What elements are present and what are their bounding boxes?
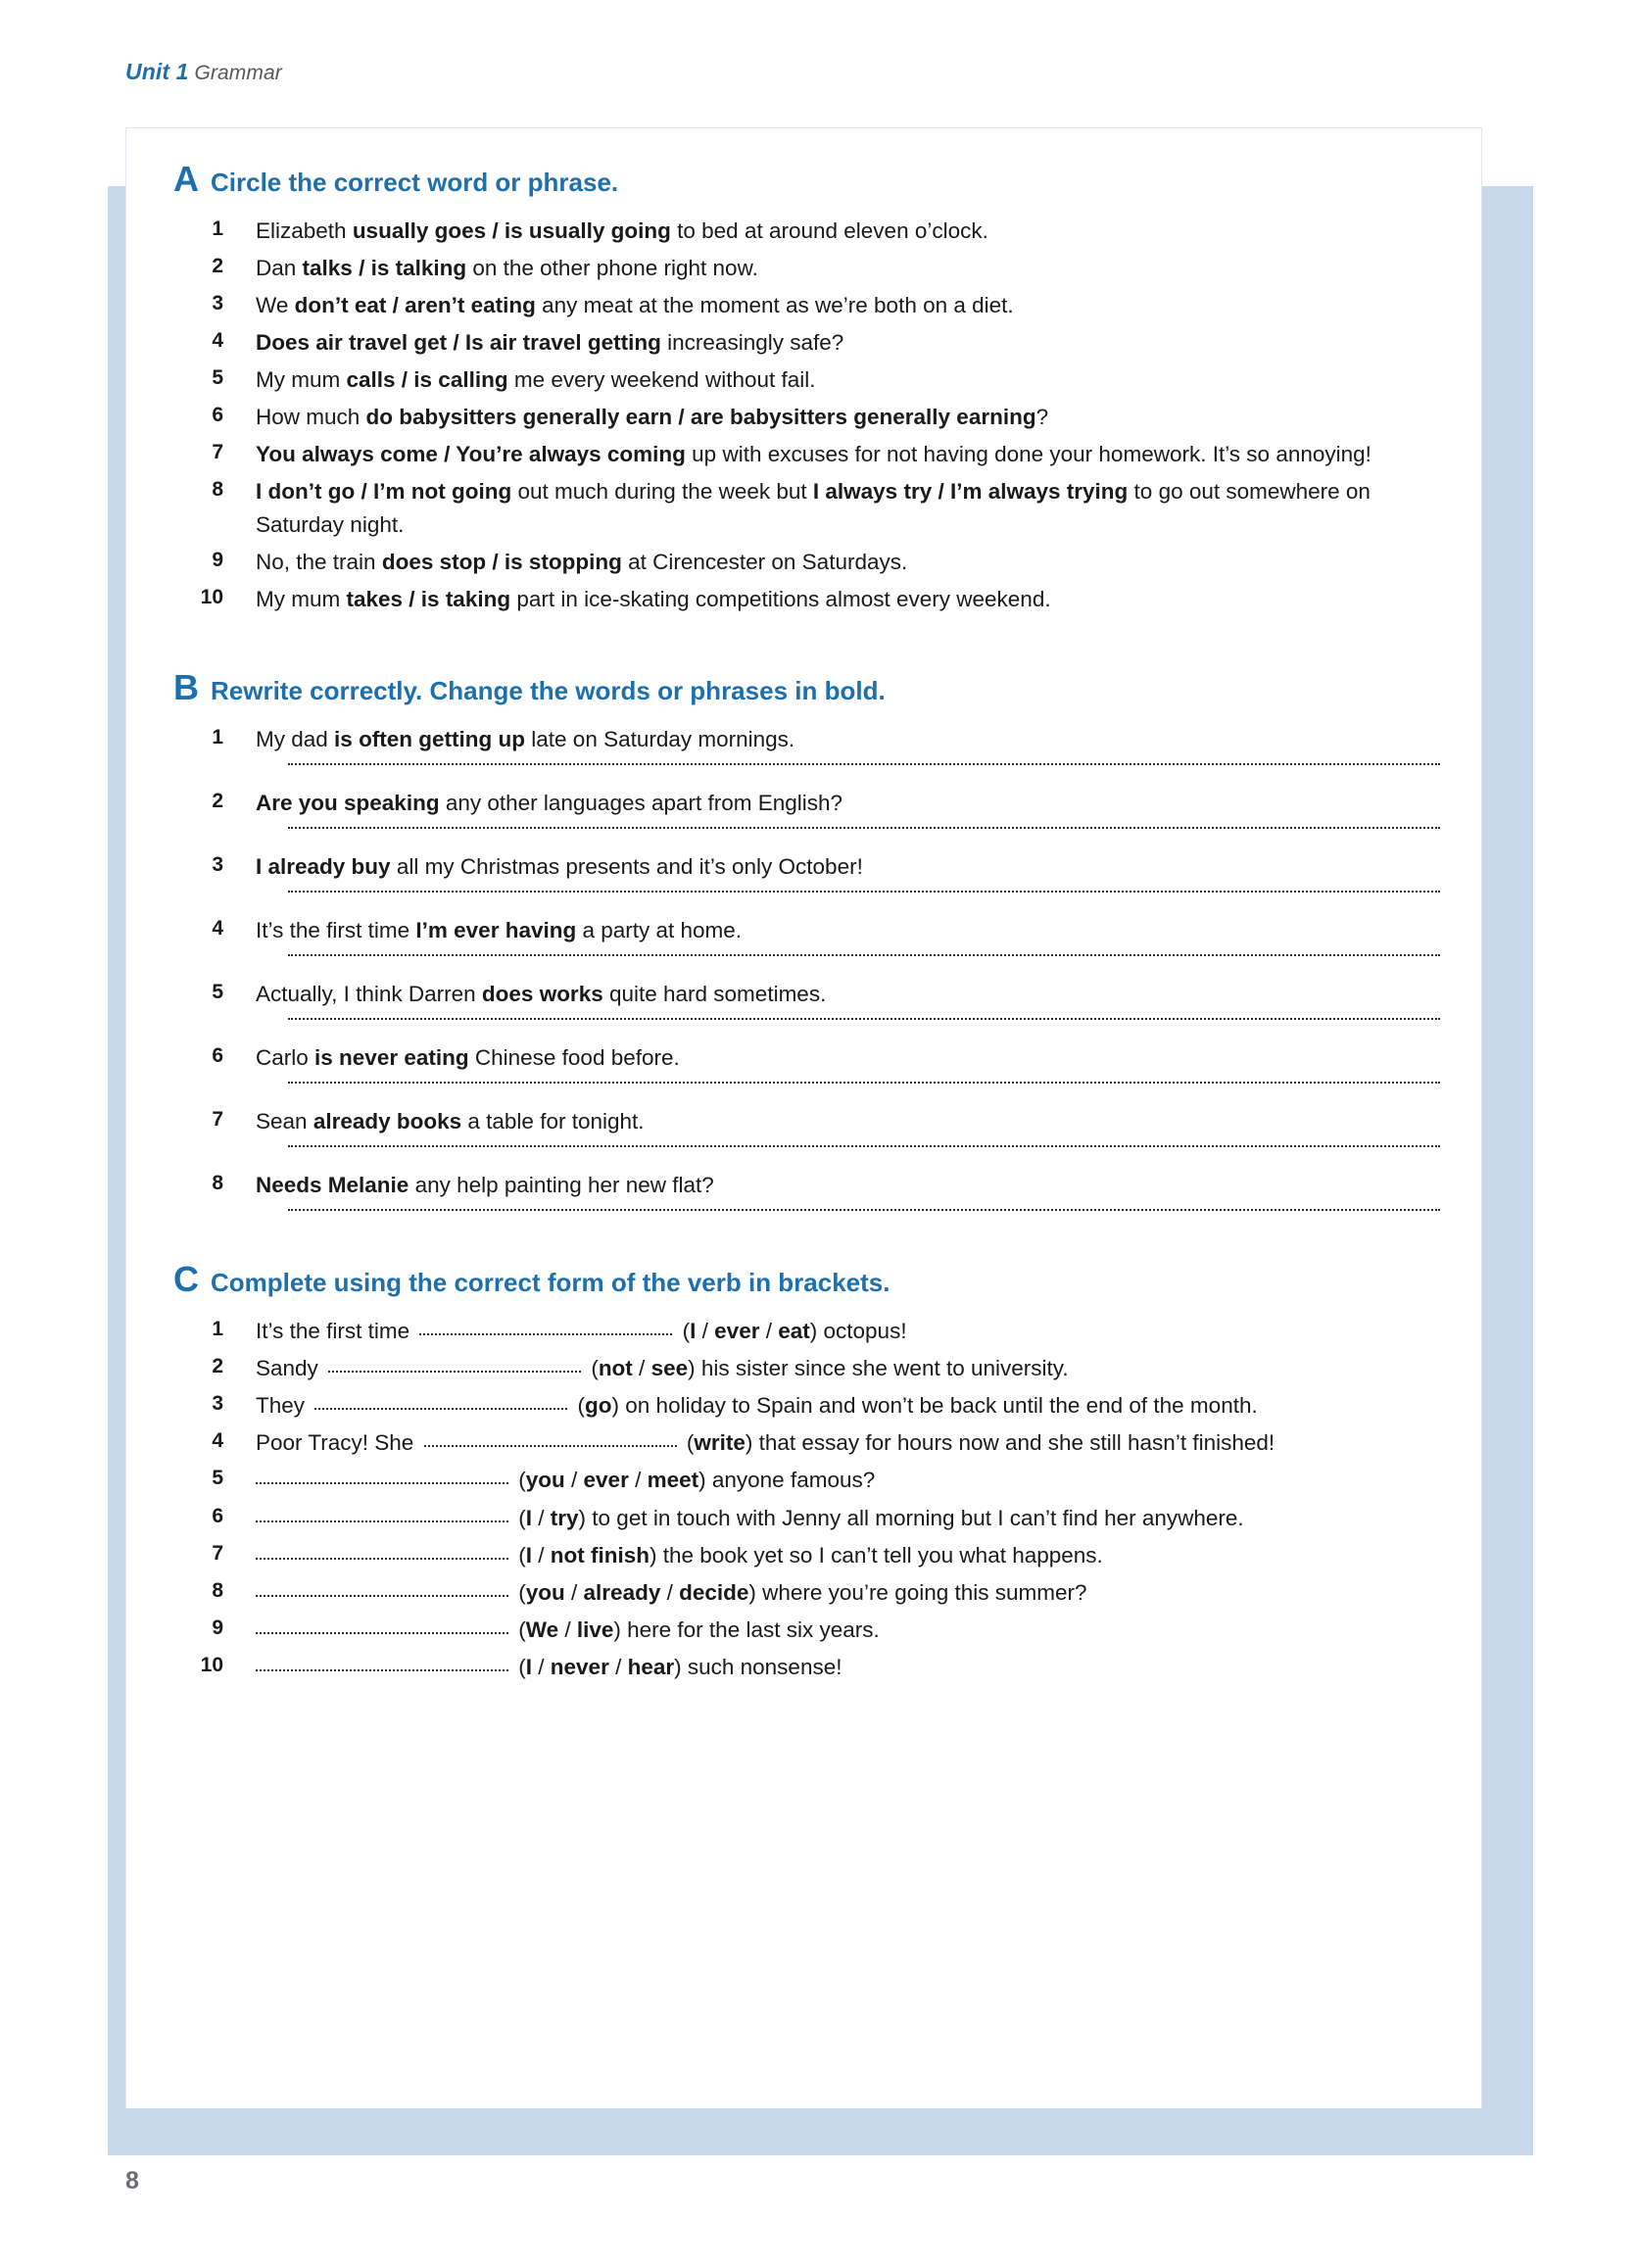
item-text: (you / already / decide) where you’re going this summer? [256,1576,1440,1609]
item-number: 4 [212,329,223,353]
section-label: Grammar [194,62,282,84]
exercise-b-items [173,723,1440,1212]
item-number: 2 [212,1355,223,1378]
exercise-item [173,978,1440,1010]
item-text: My dad is often getting up late on Saturday mornings. [256,726,795,751]
answer-line[interactable] [288,891,1440,893]
item-text: (We / live) here for the last six years. [256,1614,1440,1646]
item-number: 6 [212,1504,223,1527]
exercise-letter: A [173,159,199,199]
exercise-b [173,666,1440,1212]
item-text: Needs Melanie any help painting her new flat? [256,1173,714,1198]
exercise-item [173,252,1440,284]
exercise-item [173,1426,1440,1459]
exercise-a [173,159,1440,615]
exercise-a-items [173,215,1440,615]
answer-line[interactable] [288,827,1440,829]
item-text: (I / never / hear) such nonsense! [256,1651,1440,1683]
item-number: 7 [212,1541,223,1565]
exercise-item [173,1576,1440,1609]
exercise-title: Rewrite correctly. Change the words or phrases in bold. [211,675,886,705]
exercise-item [173,1651,1440,1683]
exercises-container [173,159,1440,1688]
item-number: 6 [212,404,223,427]
item-number: 1 [212,1318,223,1341]
exercise-item [173,401,1440,433]
item-text: Elizabeth usually goes / is usually going to bed at around eleven o’clock. [256,218,988,243]
item-text: I don’t go / I’m not going out much during the week but I always try / I’m always trying to go out somewhere on Saturday night. [256,479,1371,537]
item-text: We don’t eat / aren’t eating any meat at the moment as we’re both on a diet. [256,293,1014,318]
unit-label: Unit 1 [125,59,189,84]
item-number: 7 [212,1108,223,1132]
item-text: It’s the first time I’m ever having a party at home. [256,917,743,942]
exercise-letter: B [173,666,199,707]
exercise-c-items [173,1315,1440,1683]
exercise-item [173,1169,1440,1201]
item-number: 3 [212,292,223,315]
item-number: 5 [212,1467,223,1490]
answer-line[interactable] [288,1145,1440,1147]
item-text: My mum takes / is taking part in ice-skating competitions almost every weekend. [256,586,1051,611]
item-number: 4 [212,916,223,940]
exercise-item [173,289,1440,321]
item-number: 2 [212,255,223,278]
item-number: 1 [212,725,223,748]
item-number: 9 [212,548,223,571]
item-number: 8 [212,1172,223,1195]
exercise-item [173,1315,1440,1347]
exercise-item [173,850,1440,883]
exercise-item [173,326,1440,359]
exercise-item [173,1389,1440,1422]
item-number: 5 [212,366,223,390]
exercise-item [173,475,1440,540]
item-text: Poor Tracy! She (write) that essay for hours now and she still hasn’t finished! [256,1430,1275,1456]
item-number: 4 [212,1429,223,1453]
exercise-item [173,363,1440,396]
exercise-item [173,1539,1440,1571]
item-text: Are you speaking any other languages apart from English? [256,790,843,815]
exercise-c-heading [173,1259,1440,1300]
item-text: (you / ever / meet) anyone famous? [256,1464,1440,1496]
item-number: 5 [212,980,223,1003]
exercise-letter: C [173,1259,199,1300]
item-text: Does air travel get / Is air travel getting increasingly safe? [256,330,844,356]
footer-bar [108,2108,1533,2155]
item-number: 3 [212,1392,223,1416]
exercise-a-heading [173,159,1440,199]
item-text: Actually, I think Darren does works quite hard sometimes. [256,981,827,1006]
item-text: I already buy all my Christmas presents and it’s only October! [256,853,863,879]
exercise-item [173,1614,1440,1646]
item-text: (I / try) to get in touch with Jenny all morning but I can’t find her anywhere. [256,1502,1440,1534]
item-text: (I / not finish) the book yet so I can’t tell you what happens. [256,1539,1440,1571]
exercise-item [173,787,1440,819]
exercise-c [173,1259,1440,1683]
exercise-title: Complete using the correct form of the verb in brackets. [211,1268,890,1298]
item-text: Sandy (not / see) his sister since she went to university. [256,1356,1069,1381]
exercise-item [173,1352,1440,1384]
exercise-item [173,583,1440,615]
worksheet-card [125,127,1482,2121]
exercise-item [173,1105,1440,1137]
answer-line[interactable] [288,1018,1440,1020]
item-text: Sean already books a table for tonight. [256,1109,645,1134]
item-number: 2 [212,789,223,812]
item-number: 10 [200,585,223,608]
exercise-item [173,215,1440,247]
exercise-item [173,914,1440,946]
item-number: 9 [212,1616,223,1639]
item-text: They (go) on holiday to Spain and won’t be back until the end of the month. [256,1393,1258,1419]
exercise-item [173,1041,1440,1074]
page-header [125,59,282,85]
item-number: 6 [212,1044,223,1067]
answer-line[interactable] [288,763,1440,765]
item-number: 1 [212,217,223,240]
item-number: 8 [212,478,223,502]
exercise-item [173,1464,1440,1496]
item-text: You always come / You’re always coming up with excuses for not having done your homework. It’s so annoying! [256,442,1371,467]
item-text: Dan talks / is talking on the other phone right now. [256,256,758,281]
exercise-item [173,438,1440,470]
item-number: 8 [212,1578,223,1602]
answer-line[interactable] [288,954,1440,956]
exercise-item [173,723,1440,755]
answer-line[interactable] [288,1082,1440,1084]
item-text: Carlo is never eating Chinese food before. [256,1045,680,1070]
item-text: It’s the first time (I / ever / eat) octopus! [256,1319,907,1344]
item-number: 7 [212,441,223,464]
item-number: 3 [212,852,223,876]
item-text: No, the train does stop / is stopping at Cirencester on Saturdays. [256,549,908,574]
item-text: How much do babysitters generally earn / are babysitters generally earning? [256,405,1049,430]
exercise-title: Circle the correct word or phrase. [211,168,619,197]
exercise-b-heading [173,666,1440,707]
exercise-item [173,546,1440,578]
item-number: 10 [200,1653,223,1676]
item-text: My mum calls / is calling me every weekend without fail. [256,367,816,393]
exercise-item [173,1502,1440,1534]
answer-line[interactable] [288,1209,1440,1211]
page-number: 8 [125,2167,139,2195]
